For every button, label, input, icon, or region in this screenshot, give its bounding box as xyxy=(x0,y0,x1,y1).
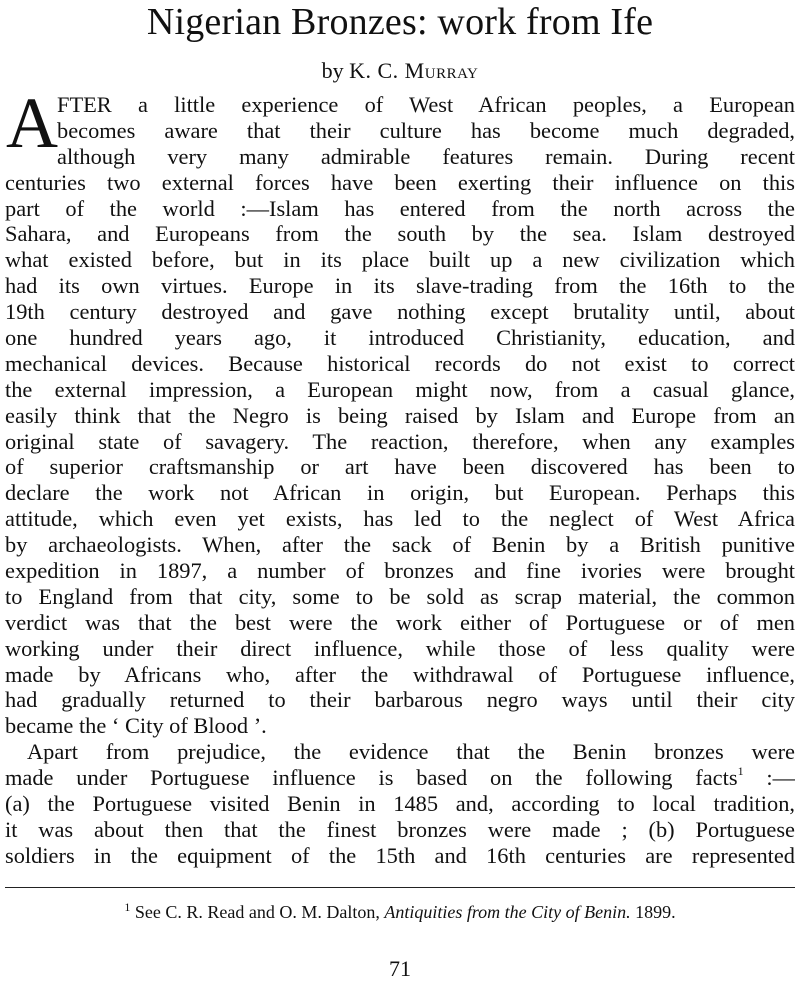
body-line: made by Africans who, after the withdrawal of Portuguese influence, xyxy=(5,661,795,687)
body-line: declare the work not African in origin, but European. Perhaps this xyxy=(5,480,795,506)
body-line: part of the world :—Islam has entered from the north across the xyxy=(5,195,795,221)
body-line-text: :— xyxy=(743,765,795,791)
body-line: had gradually returned to their barbarous negro ways until their city xyxy=(5,687,795,713)
body-line: (a) the Portuguese visited Benin in 1485 and, according to local tradition, xyxy=(5,791,795,817)
body-line: mechanical devices. Because historical records do not exist to correct xyxy=(5,350,795,376)
body-line: centuries two external forces have been exerting their influence on this xyxy=(5,169,795,195)
body-line: soldiers in the equipment of the 15th and 16th centuries are represented xyxy=(5,842,795,868)
body-line: it was about then that the finest bronzes were made ; (b) Portuguese xyxy=(5,816,795,842)
body-line: Sahara, and Europeans from the south by the sea. Islam destroyed xyxy=(5,221,795,247)
body-line: 19th century destroyed and gave nothing except brutality until, about xyxy=(5,299,795,325)
page-number: 71 xyxy=(389,956,411,981)
body-line: became the ‘ City of Blood ’. xyxy=(5,713,267,739)
body-line: although very many admirable features remain. During recent xyxy=(57,143,795,169)
body-line: expedition in 1897, a number of bronzes and fine ivories were brought xyxy=(5,558,795,584)
byline xyxy=(0,58,800,84)
footnote-text: See C. R. Read and O. M. Dalton, xyxy=(130,902,385,922)
body-line: had its own virtues. Europe in its slave-trading from the 16th to the xyxy=(5,273,795,299)
body-line: to England from that city, some to be sold as scrap material, the common xyxy=(5,583,795,609)
body-line: Apart from prejudice, the evidence that the Benin bronzes were xyxy=(27,739,795,765)
author-name: K. C. Murray xyxy=(349,58,479,83)
article-title: Nigerian Bronzes: work from Ife xyxy=(146,1,654,43)
body-line: becomes aware that their culture has become much degraded, xyxy=(57,117,795,143)
body-line: working under their direct influence, while those of less quality were xyxy=(5,635,795,661)
body-line: verdict was that the best were the work either of Portuguese or of men xyxy=(5,609,795,635)
body-line: FTER a little experience of West African peoples, a European xyxy=(57,92,795,117)
footnote-work-title: Antiquities from the City of Benin. xyxy=(384,902,631,922)
body-line: original state of savagery. The reaction, therefore, when any examples xyxy=(5,428,795,454)
body-line: attitude, which even yet exists, has led to the neglect of West Africa xyxy=(5,506,795,532)
body-line xyxy=(5,765,795,791)
article-body xyxy=(5,83,795,869)
body-line: one hundred years ago, it introduced Christianity, education, and xyxy=(5,325,795,351)
footnote-marker: 1 xyxy=(124,900,131,914)
body-line: easily think that the Negro is being raised by Islam and Europe from an xyxy=(5,402,795,428)
footnote-reference[interactable]: 1 xyxy=(737,765,744,779)
footnote xyxy=(0,901,800,923)
body-line: what existed before, but in its place built up a new civilization which xyxy=(5,247,795,273)
body-line: the external impression, a European might now, from a casual glance, xyxy=(5,376,795,402)
drop-cap: A xyxy=(6,83,58,163)
footnote-year: 1899. xyxy=(630,902,676,922)
byline-prefix: by xyxy=(321,58,344,83)
body-line: of superior craftsmanship or art have been discovered has been to xyxy=(5,454,795,480)
body-line: by archaeologists. When, after the sack of Benin by a British punitive xyxy=(5,532,795,558)
footnote-divider xyxy=(5,887,795,888)
body-line-text: made under Portuguese influence is based on the following facts xyxy=(5,765,738,791)
